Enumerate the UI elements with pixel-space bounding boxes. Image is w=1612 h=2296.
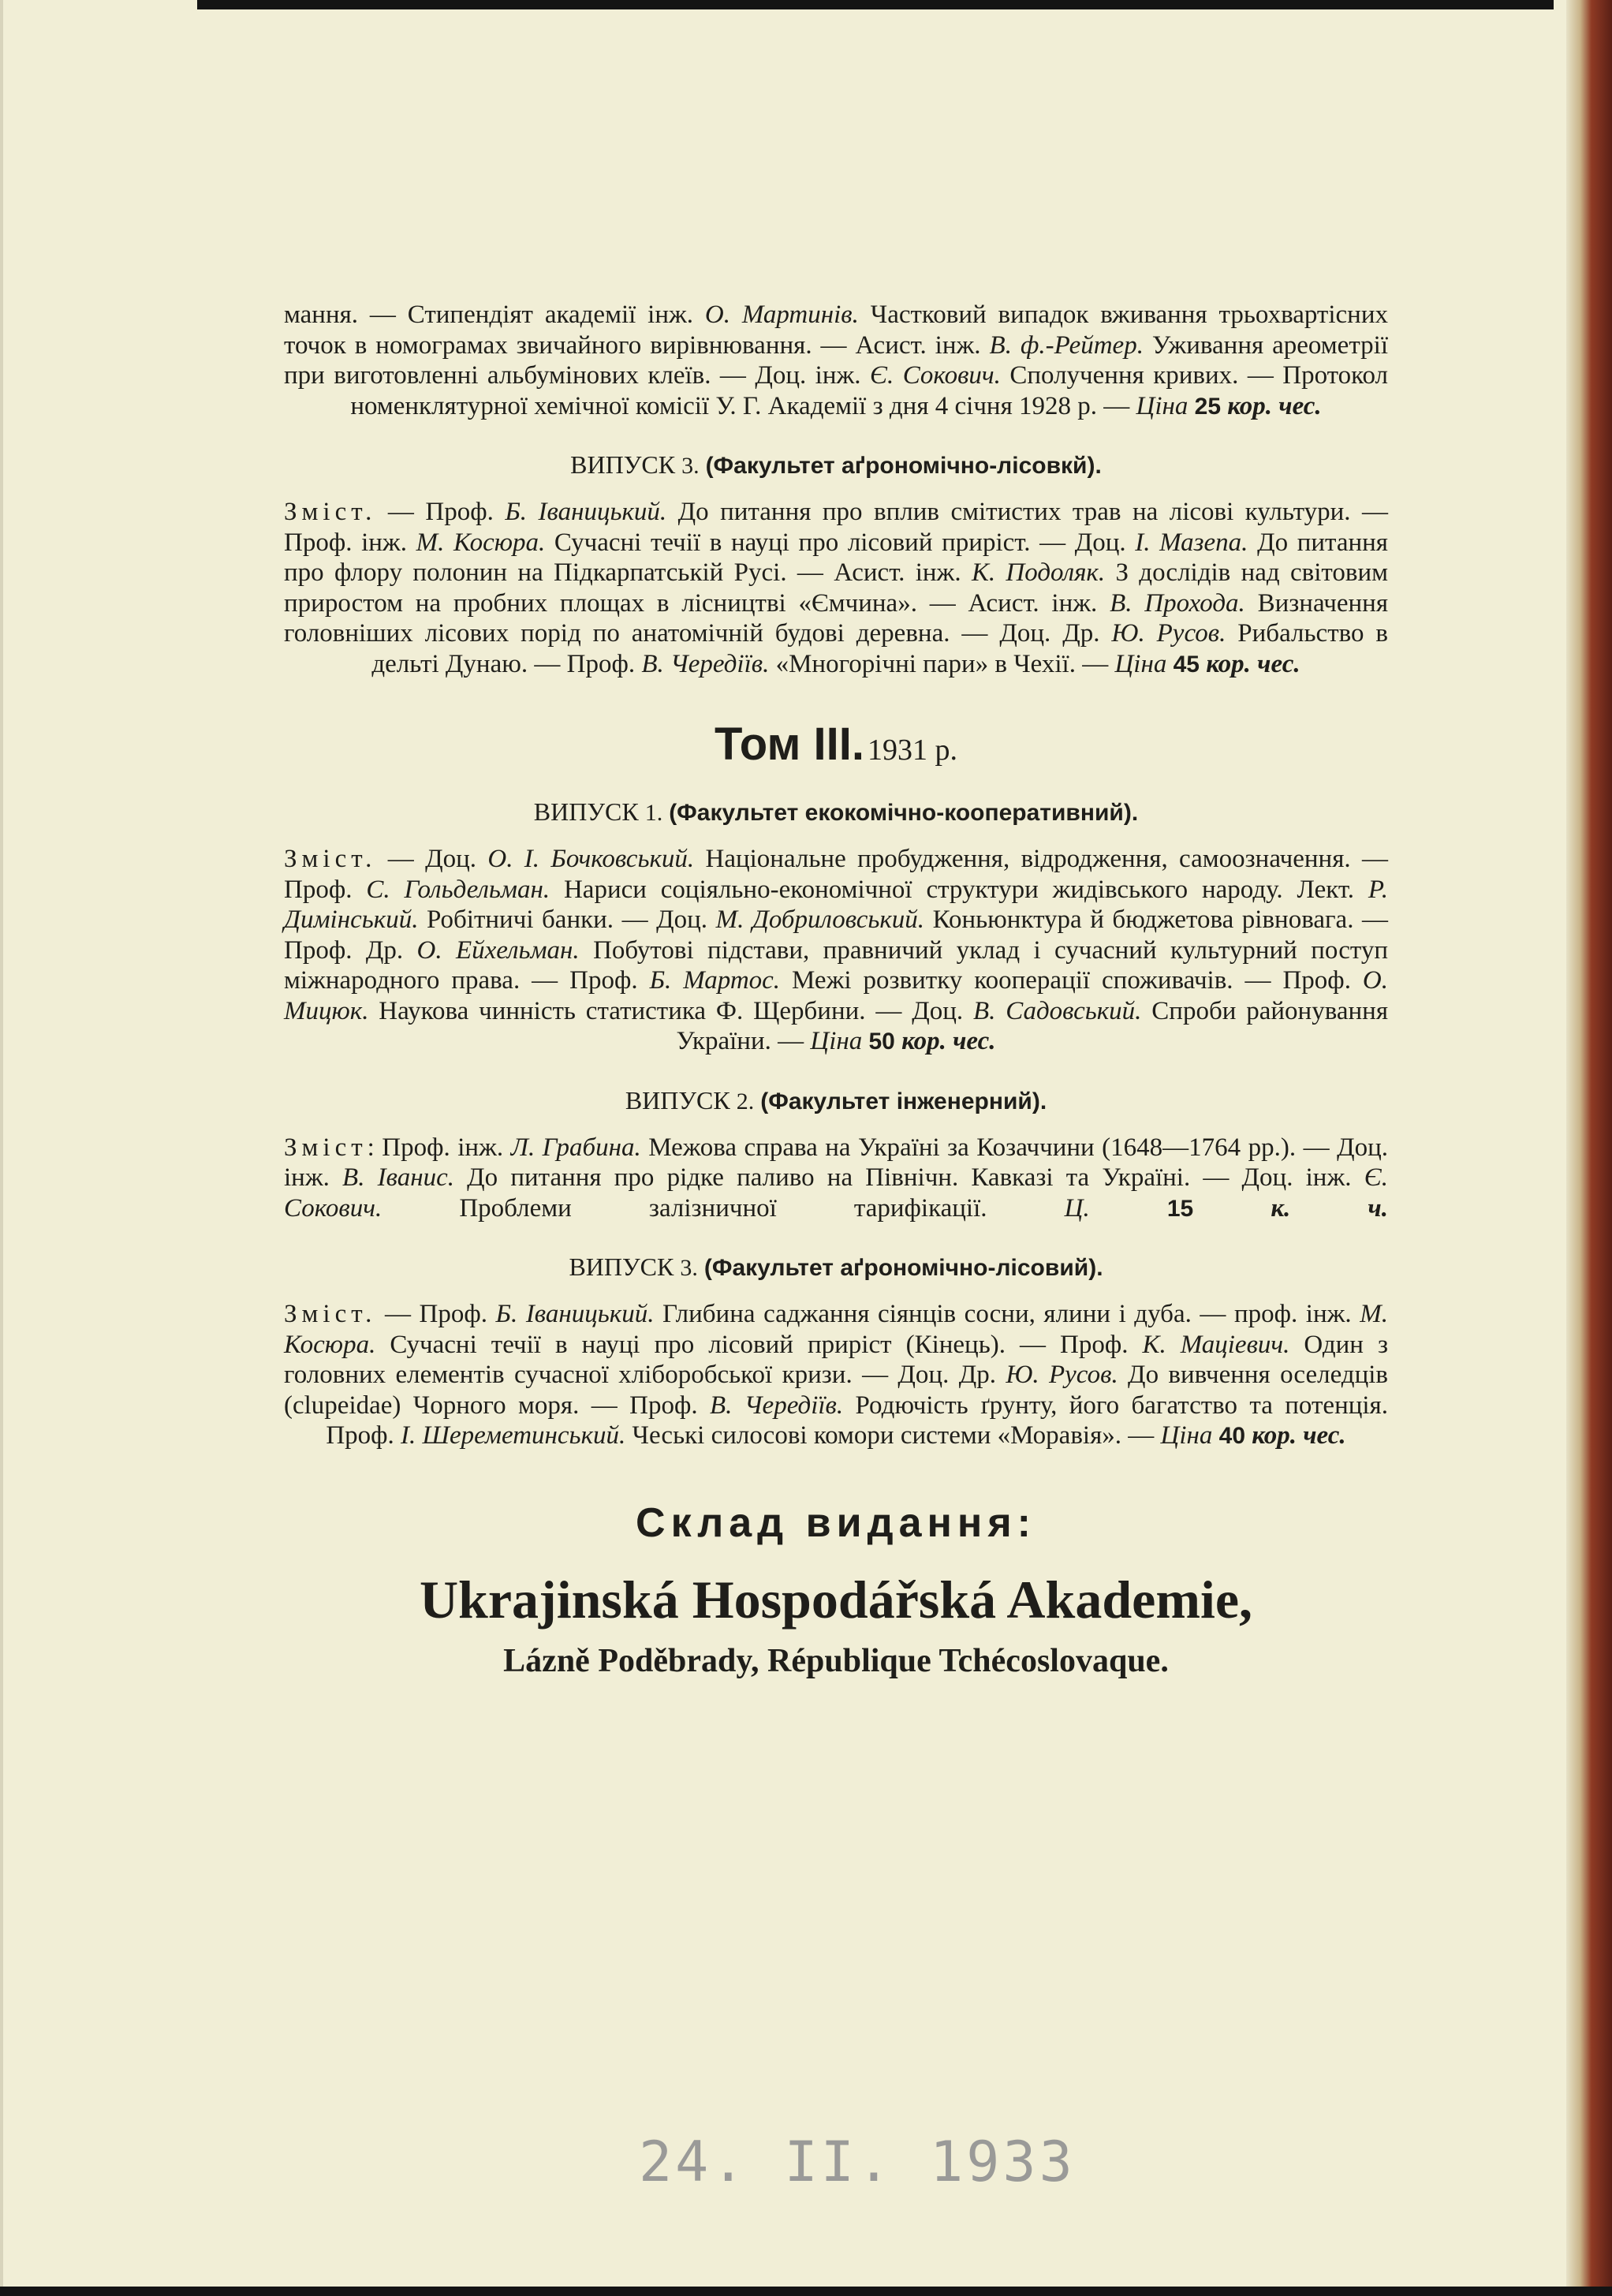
text: До питання про рідке паливо на Північн. Кавказі та Україні. — Доц. інж. [453,1163,1364,1192]
issue-number: 3. [681,453,700,479]
text: Уживання ареометрії при виготовленні альбумінових клеїв. — Доц. інж. [284,330,1388,390]
contents-label: Зміст. [284,498,377,526]
text: Рибальство в дельті Дунаю. — Проф. [371,619,1388,678]
text: До питання про вплив смітистих трав на лісові культури. — Проф. інж. [284,498,1388,557]
date-stamp: 24. II. 1933 [639,2130,1076,2194]
volume-title: Том III. [715,719,864,770]
author: Ю. Русов. [1111,619,1226,648]
text: Проблеми залізничної тарифікації. [382,1193,1065,1223]
issue-label: ВИПУСК [625,1085,730,1114]
issue-faculty: (Факультет аґрономічно-лісовий). [703,1255,1103,1281]
publisher-address: Lázně Poděbrady, République Tchécoslovaque. [503,1642,1169,1679]
vol2-issue2-contents-tail [284,300,1388,422]
price-unit: кор. чес. [1227,391,1322,420]
price-label: Ціна [810,1027,863,1055]
issue-heading [284,450,1388,480]
issue-heading [284,797,1388,827]
author: О. Ейхельман. [416,935,580,965]
text: Робітничі банки. — Доц. [418,905,716,934]
author: О. І. Бочковський. [487,845,695,873]
author: Ю. Русов. [1006,1361,1118,1389]
price-label: Ціна [1114,649,1167,678]
volume-heading [284,718,1388,771]
text: Межова справа на Україні за Козаччини (1648—1764 рр.). — Доц. інж. [284,1133,1388,1192]
text: З дослідів над світовим приростом на пробних площах в лісництві «Ємчина». — Асист. інж. [284,558,1389,618]
vol2-issue3-contents [284,497,1388,680]
author: Є. Сокович. [284,1163,1389,1223]
price-unit: кор. чес. [901,1027,996,1055]
contents-label: Зміст [284,1133,368,1162]
issue-label: ВИПУСК [533,797,639,826]
issue-label: ВИПУСК [569,1253,674,1281]
issue-label: ВИПУСК [570,450,676,479]
price-value: 40 [1218,1423,1246,1449]
text: — Проф. [376,1300,496,1328]
text: Чеські силосові комори системи «Моравія». — [625,1421,1161,1450]
text: Коньюнктура й бюджетова рівновага. — Проф. Др. [284,905,1388,965]
text: Національне пробудження, відродження, самоозначення. — Проф. [284,845,1388,904]
book-binding-edge [1566,0,1612,2296]
issue-number: 1. [644,800,663,826]
text: Частковий випадок вживання трьохвартісних точок в номограмах звичайного вирівнювання. — Асист. інж. [284,301,1388,360]
text: Побутові підстави, правничий уклад і сучасний культурний поступ міжнародного права. — Проф. [284,935,1388,995]
author: С. Гольдельман. [366,875,550,904]
text: До вивчення оселедців (clupeidae) Чорного моря. — Проф. [284,1361,1388,1420]
text: Визначення головніших лісових порід по анатомічній будові деревна. — Доц. Др. [284,588,1389,648]
author: О. Мицюк. [284,966,1389,1025]
author: М. Косюра. [284,1300,1388,1359]
text: «Многорічні пари» в Чехії. — [769,649,1115,678]
text: Сучасні течії в науці про лісовий приріст. — Доц. [545,528,1136,557]
price-value: 15 [1166,1195,1194,1222]
price-unit: кор. чес. [1252,1421,1346,1450]
price-unit: к. ч. [1271,1193,1388,1223]
text: Спроби районування України. — [676,996,1389,1055]
price-unit: кор. чес. [1206,649,1300,678]
issue-heading [284,1086,1388,1115]
contents-label: Зміст. [284,845,377,873]
page-content [284,300,1388,1680]
text: : Проф. інж. [367,1133,511,1162]
author: І. Мазепа. [1135,528,1248,557]
author: К. Маціевич. [1142,1330,1290,1359]
author: В. Чередіїв. [710,1391,844,1420]
author: О. Мартинів. [704,301,859,329]
text: Нариси соціяльно-економічної структури жидівського народу. Лект. [550,875,1368,904]
author: Б. Іваницький. [495,1300,655,1328]
author: В. Чередіїв. [641,649,770,678]
text: Наукова чинність статистика Ф. Щербини. — Доц. [368,996,973,1025]
text: Глибина саджання сіянців сосни, ялини і дуба. — проф. інж. [654,1300,1360,1328]
text: Сполучення кривих. — Протокол номенклятурної хемічної комісії У. Г. Академії з дня 4 січня 1928 р. — [350,361,1389,420]
text: До питання про флору полонин на Підкарпатській Русі. — Асист. інж. [284,528,1388,587]
text: — Доц. [376,845,488,873]
scan-top-edge [197,0,1554,9]
issue-faculty: (Факультет аґрономічно-лісовкй). [705,453,1102,479]
text: Один з головних елементів сучасної хліборобської кризи. — Доц. Др. [284,1330,1389,1389]
price-label: Ціна [1136,391,1188,420]
price-value: 25 [1194,393,1222,420]
author: К. Подоляк. [971,558,1106,587]
text: мання. — Стипендіят академії інж. [284,301,705,329]
contents-label: Зміст. [284,1300,377,1328]
issue-faculty: (Факультет інженерний). [760,1088,1047,1114]
author: В. ф.-Рейтер. [989,330,1144,360]
price-value: 50 [868,1029,895,1055]
scan-bottom-edge [0,2287,1612,2296]
price-label: Ц. [1064,1193,1090,1223]
price-value: 45 [1173,651,1200,678]
issue-number: 3. [680,1255,698,1281]
author: Л. Грабина. [510,1133,641,1162]
text: Родючість ґрунту, його багатство та потенція. Проф. [326,1391,1388,1450]
scan-left-edge [0,0,3,2296]
vol3-issue2-contents [284,1133,1388,1225]
volume-year: 1931 р. [867,734,957,767]
text: Сучасні течії в науці про лісовий приріст (Кінець). — Проф. [375,1330,1143,1359]
text: Межі розвитку кооперації споживачів. — Проф. [780,966,1363,995]
author: В. Іванис. [342,1163,454,1192]
author: М. Косюра. [416,528,546,557]
publisher-name: Ukrajinská Hospodářská Akademie, [419,1569,1253,1630]
composition-heading: Склад видання: [636,1499,1036,1546]
issue-number: 2. [736,1088,755,1114]
author: М. Добриловський. [715,905,925,934]
text: — Проф. [376,498,506,526]
author: В. Садовський. [973,996,1142,1025]
author: Б. Іваницький. [505,498,667,526]
author: Р. Димінський. [284,875,1389,934]
author: І. Шереметинський. [401,1421,626,1450]
issue-faculty: (Факультет екокомічно-кооперативний). [669,800,1139,826]
author: В. Прохода. [1110,588,1245,618]
issue-heading [284,1253,1388,1282]
price-label: Ціна [1160,1421,1213,1450]
author: Є. Сокович. [869,361,1001,390]
vol3-issue3-contents [284,1299,1388,1452]
author: Б. Мартос. [649,966,781,995]
vol3-issue1-contents [284,844,1388,1058]
